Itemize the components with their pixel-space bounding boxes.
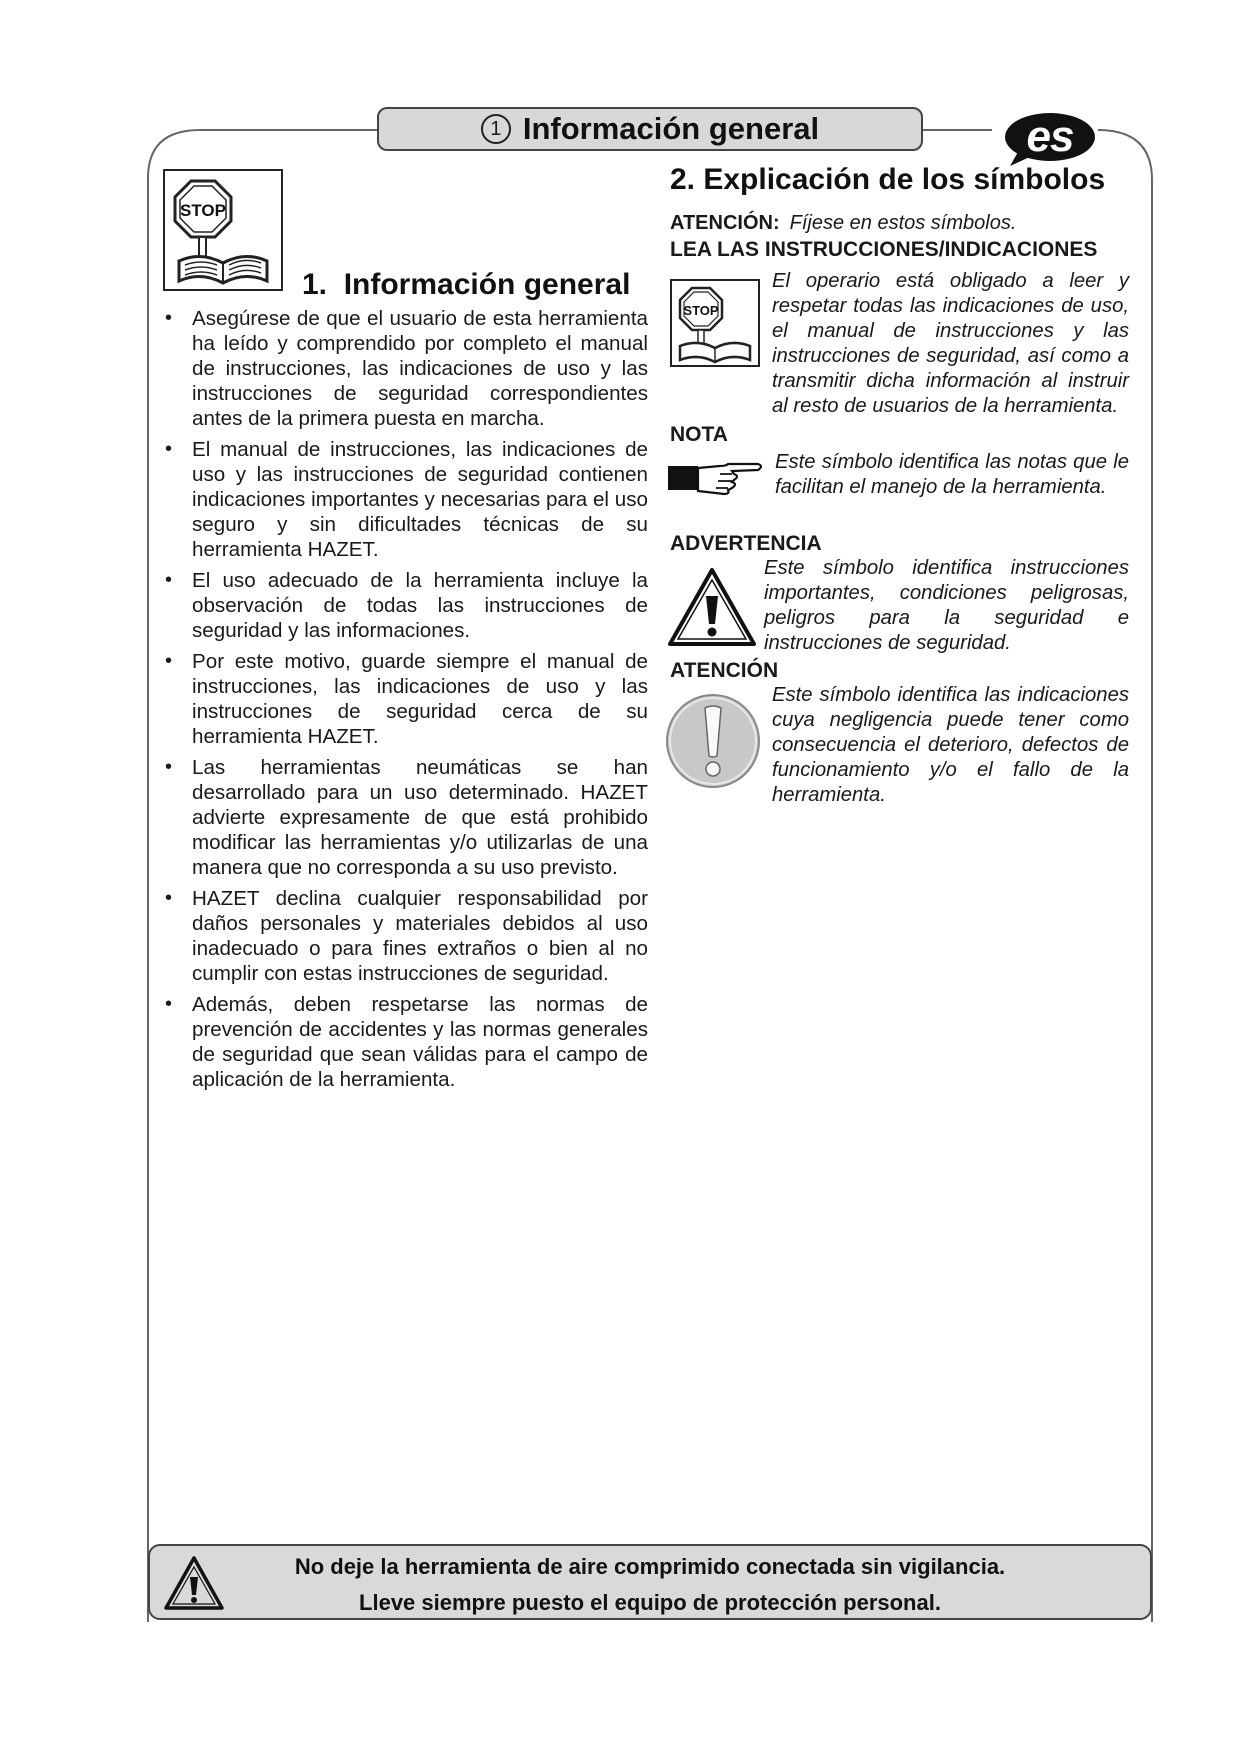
left-heading — [302, 268, 630, 302]
exclamation-circle-icon — [664, 692, 762, 790]
pointing-hand-icon — [668, 458, 764, 498]
list-item: • Asegúrese de que el usuario de esta herramienta ha leído y comprendido por completo el manual de instrucciones, las indicaciones de uso y las instrucciones de seguridad correspondientes antes de la primera puesta en marcha. — [163, 306, 648, 431]
footer-line-2: Lleve siempre puesto el equipo de protección personal. — [359, 1590, 941, 1615]
list-item: • El manual de instrucciones, las indicaciones de uso y las instrucciones de seguridad contienen indicaciones importantes y necesarias para el uso seguro y sin dificultades técnicas de su herramienta HAZET. — [163, 437, 648, 562]
warning-text: Este símbolo identifica instrucciones importantes, condiciones peligrosas, peligros para la seguridad e instrucciones de seguridad. — [764, 557, 1129, 654]
language-badge — [1004, 112, 1096, 166]
list-item: • Por este motivo, guarde siempre el manual de instrucciones, las indicaciones de uso y las instrucciones de seguridad cerca de su herramienta HAZET. — [163, 649, 648, 749]
list-item: • El uso adecuado de la herramienta incluye la observación de todas las instrucciones de seguridad y las informaciones. — [163, 568, 648, 643]
stop-sign-label: STOP — [180, 201, 226, 220]
section-title: Información general — [522, 111, 820, 146]
read-instructions-text: El operario está obligado a leer y respetar todas las indicaciones de uso, el manual de instrucciones y las instrucciones de seguridad, así como a transmitir dicha información al instruir al resto de usuarios de la herramienta. — [772, 270, 1129, 417]
warning-label: ADVERTENCIA — [670, 532, 822, 555]
general-info-list — [163, 306, 648, 1098]
footer-line-1: No deje la herramienta de aire comprimido conectada sin vigilancia. — [294, 1554, 1006, 1579]
attention-intro — [670, 212, 1016, 235]
caution-text: Este símbolo identifica las indicaciones cuya negligencia puede tener como consecuencia el deterioro, defectos de funcionamiento y/o el fallo de la herramienta. — [772, 684, 1129, 806]
section-header — [377, 107, 923, 151]
caution-label: ATENCIÓN — [670, 659, 779, 682]
list-item: • HAZET declina cualquier responsabilidad por daños personales y materiales debidos al uso inadecuado o para fines extraños o bien al no cumplir con estas instrucciones de seguridad. — [163, 886, 648, 986]
section-number: 1 — [481, 114, 511, 144]
left-heading-number: 1. — [302, 268, 328, 301]
warning-triangle-icon — [666, 566, 758, 648]
note-label: NOTA — [670, 423, 728, 446]
attention-label: ATENCIÓN: — [670, 212, 780, 234]
left-heading-text: Información general — [343, 268, 631, 301]
language-code: es — [1026, 112, 1074, 161]
stop-book-small-icon — [670, 279, 760, 367]
read-instructions-label: LEA LAS INSTRUCCIONES/INDICACIONES — [670, 238, 1098, 261]
note-text: Este símbolo identifica las notas que le facilitan el manejo de la herramienta. — [775, 451, 1129, 498]
symbols-heading: 2. Explicación de los símbolos — [670, 163, 1106, 196]
attention-text: Fíjese en estos símbolos. — [789, 212, 1017, 234]
list-item: • Además, deben respetarse las normas de prevención de accidentes y las normas generales de seguridad que sean válidas para el campo de aplicación de la herramienta. — [163, 992, 648, 1092]
list-item: • Las herramientas neumáticas se han desarrollado para un uso determinado. HAZET advierte expresamente de que está prohibido modificar las herramientas y/o utilizarlas de una manera que no corresponda a su uso previsto. — [163, 755, 648, 880]
stop-book-icon — [163, 169, 283, 291]
stop-sign-small-label: STOP — [683, 303, 719, 318]
